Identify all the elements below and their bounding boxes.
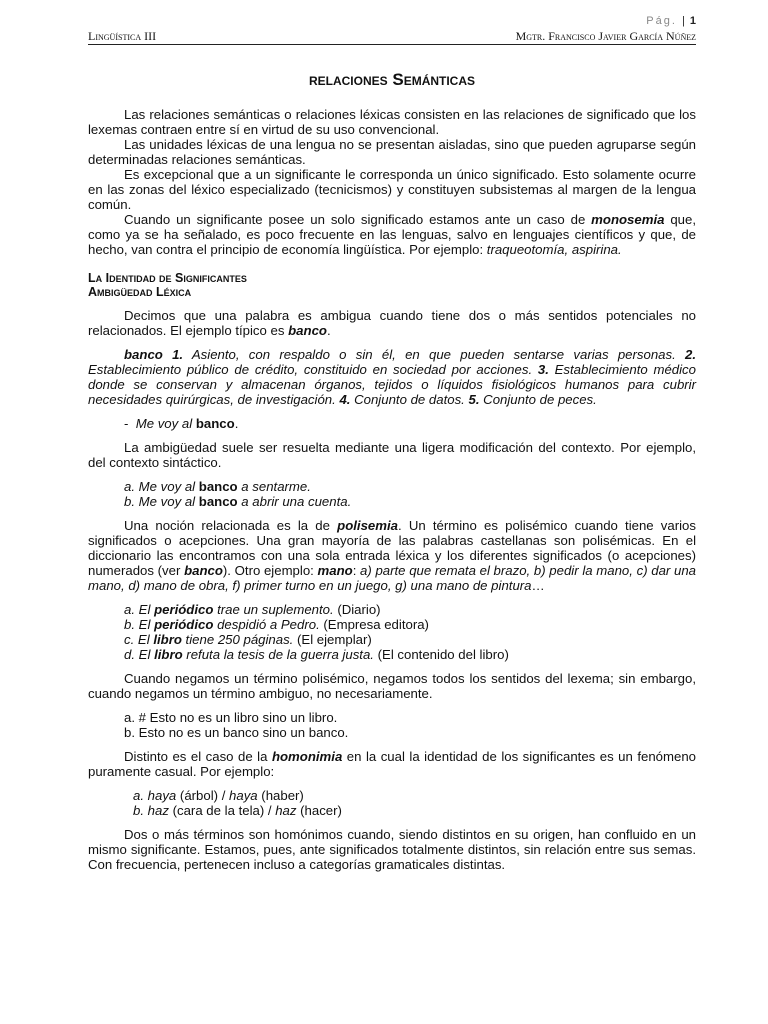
paragraph: Las relaciones semánticas o relaciones léxicas consisten en las relaciones de significado que los lexemas contraen entre sí en virtud de su uso convencional. [88,107,696,137]
page-number: Pág. | 1 [646,15,696,27]
example-sentence: - Me voy al banco. [124,416,239,431]
paragraph: Es excepcional que a un significante le corresponda un único significado. Esto solamente ocurre en las zonas del léxico especializado (tecnicismos) y constituyen subsistemas al margen de la lengua común. [88,167,696,212]
dictionary-entry: banco 1. Asiento, con respaldo o sin él, en que pueden sentarse varias personas. 2. Establecimiento público de crédito, constituido en sociedad por acciones. 3. Establecimiento médico donde se conservan y almacenan órganos, tejidos o líquidos fisiológicos humanos para cubrir necesidades quirúrgicas, de investigación. 4. Conjunto de datos. 5. Conjunto de peces. [88,347,697,407]
page-title: relaciones Semánticas [308,70,476,89]
example-list: a. Me voy al banco a sentarme. b. Me voy al banco a abrir una cuenta. [124,479,352,509]
paragraph: Cuando un significante posee un solo significado estamos ante un caso de monosemia que, como ya se ha señalado, es poco frecuente en las lenguas, salvo en lenguajes científicos y que, de hecho, van contra el principio de economía lingüística. Por ejemplo: traqueotomía, aspirina. [88,212,696,257]
author-name: Mgtr. Francisco Javier García Núñez [515,29,696,43]
paragraph: La ambigüedad suele ser resuelta mediante una ligera modificación del contexto. Por ejemplo, del contexto sintáctico. [88,440,696,470]
document-body [88,70,696,872]
section-heading: La Identidad de Significantes Ambigüedad Léxica [88,271,247,299]
paragraph: Decimos que una palabra es ambigua cuando tiene dos o más sentidos potenciales no relacionados. El ejemplo típico es banco. [88,308,696,338]
paragraph: Dos o más términos son homónimos cuando, siendo distintos en su origen, han confluido en un mismo significante. Estamos, pues, ante significados totalmente distintos, sin relación entre sus semas. Con frecuencia, pertenecen incluso a categorías gramaticales distintas. [88,827,696,872]
paragraph: Una noción relacionada es la de polisemia. Un término es polisémico cuando tiene varios significados o acepciones. Una gran mayoría de las palabras castellanas son polisémicas. En el diccionario las encontramos con una sola entrada léxica y los diferentes significados (o acepciones) numerados (ver banco). Otro ejemplo: mano: a) parte que remata el brazo, b) pedir la mano, c) dar una mano, d) mano de obra, f) primer turno en un juego, g) una mano de pintura… [88,518,697,593]
paragraph: Cuando negamos un término polisémico, negamos todos los sentidos del lexema; sin embargo, cuando negamos un término ambiguo, no necesariamente. [88,671,696,701]
example-list: a. El periódico trae un suplemento. (Diario) b. El periódico despidió a Pedro. (Empresa editora) c. El libro tiene 250 páginas. (El ejemplar) d. El libro refuta la tesis de la guerra justa. (El contenido del libro) [124,602,509,662]
paragraph: Las unidades léxicas de una lengua no se presentan aisladas, sino que pueden agruparse según determinadas relaciones semánticas. [88,137,696,167]
course-name: Lingüística III [88,29,157,43]
paragraph: Distinto es el caso de la homonimia en la cual la identidad de los significantes es un fenómeno puramente casual. Por ejemplo: [88,749,696,779]
running-header [88,30,696,45]
example-list: a. haya (árbol) / haya (haber) b. haz (cara de la tela) / haz (hacer) [133,788,342,818]
example-list: a. # Esto no es un libro sino un libro. b. Esto no es un banco sino un banco. [124,710,349,740]
